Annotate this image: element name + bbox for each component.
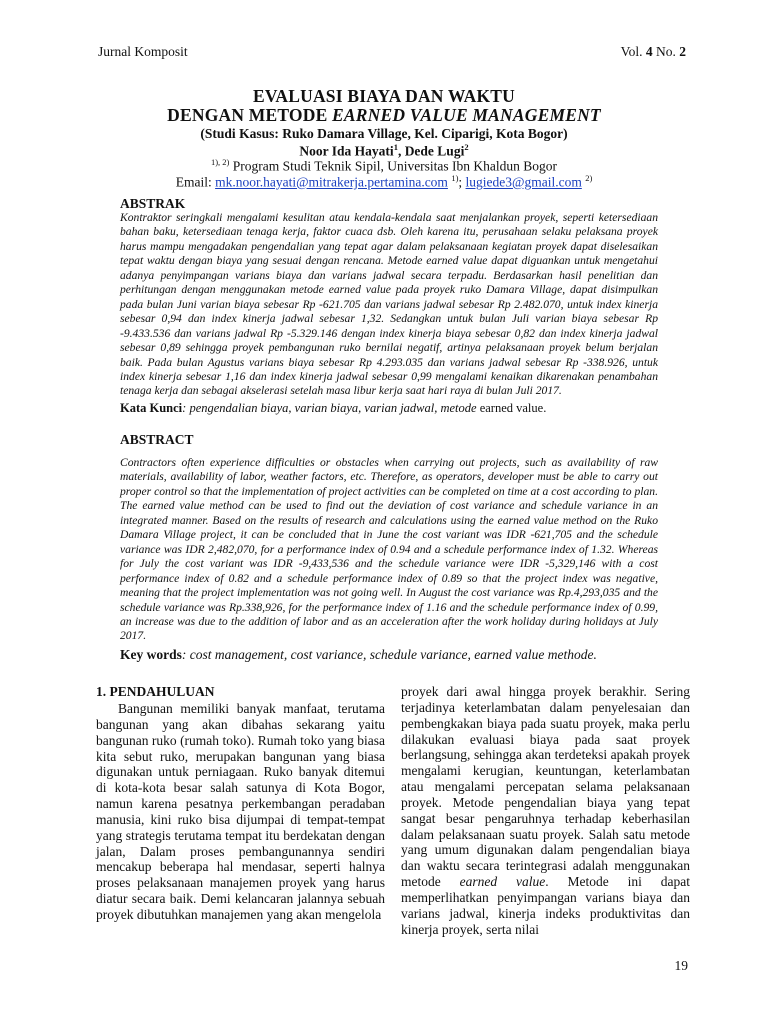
kata-kunci-label: Kata Kunci — [120, 400, 183, 415]
author-2: Dede Lugi — [404, 143, 465, 159]
author-1-mark: 1 — [393, 142, 398, 152]
email-label: Email: — [175, 174, 216, 190]
volume-label: Vol. — [620, 44, 646, 59]
section-heading-pendahuluan: 1. PENDAHULUAN — [96, 684, 215, 699]
paper-subtitle: (Studi Kasus: Ruko Damara Village, Kel. Ciparigi, Kota Bogor) — [200, 126, 568, 141]
key-words-terms: : cost management, cost variance, schedule variance, earned value methode. — [181, 646, 597, 662]
issue-number: 2 — [679, 44, 686, 59]
author-2-mark: 2 — [464, 142, 469, 152]
email-1-mark: 1) — [451, 173, 459, 183]
paper-title-line2 — [0, 105, 768, 126]
volume-number: 4 — [645, 44, 653, 59]
email-separator: ; — [458, 174, 466, 190]
body-column-right — [401, 684, 690, 938]
email-link-1[interactable]: mk.noor.hayati@mitrakerja.pertamina.com — [215, 174, 448, 190]
key-words-label: Key words — [120, 646, 182, 662]
affiliation-text: Program Studi Teknik Sipil, Universitas Ibn Khaldun Bogor — [229, 158, 558, 174]
affiliation — [0, 157, 768, 175]
body-paragraph-right — [401, 684, 690, 938]
kata-kunci-tail: earned value. — [476, 400, 547, 415]
title-prefix: DENGAN METODE — [167, 105, 333, 125]
abstrak-heading: ABSTRAK — [120, 196, 186, 211]
abstrak-text: Kontraktor seringkali mengalami kesulitan atau kendala-kendala saat menjalankan proyek, seperti ketersediaan bahan baku, ketersediaan tenaga kerja, faktor cuaca dsb. Oleh karena itu, perusahaan selaku pelaksana proyek harus mampu mengadakan pengendalian yang tepat agar dalam pelaksanaan kegiatan proyek dapat diselesaikan tepat waktu dengan biaya yang sesuai dengan rencana. Metode earned value dapat diguankan untuk mengetahui adanya penyimpangan varians biaya dan varians jadwal secara terpadu. Berdasarkan hasil penelitian dan perhitungan dengan menggunakan metode earned value pada proyek ruko Damara Village, dapat disimpulkan pada bulan Juni varian biaya sebesar Rp -621.705 dan varians jadwal sebesar Rp 2.482.070, untuk index kinerja sebesar 0,94 dan index kinerja jadwal sebesar 1,32. Sedangkan untuk bulan Juli varian biaya sebesar Rp -9.433.536 dan varians jadwal Rp -5.329.146 dengan index kinerja biaya sebesar 0,82 dan index kinerja jadwal sebesar 0,89 sehingga proyek pembangunan ruko bernilai negatif, artinya pelaksanaan proyek belum berjalan baik. Pada bulan Agustus varians biaya sebesar Rp 4.293.035 dan varians jadwal sebesar Rp -338.926, untuk index kinerja sebesar 1,16 dan index kinerja jadwal sebesar 0,99 mengalami kenaikan dikarenakan penambahan tenaga kerja dan sebagai akselerasi setelah masa libur kerja saat hari raya di bulan Juli 2017. — [120, 211, 658, 398]
page-number: 19 — [674, 958, 688, 973]
key-words — [120, 647, 658, 663]
email-link-2[interactable]: lugiede3@gmail.com — [465, 174, 582, 190]
body-right-italic: earned value — [459, 874, 546, 890]
running-header-journal: Jurnal Komposit — [98, 44, 188, 59]
author-separator: , — [397, 143, 405, 159]
affiliation-mark: 1), 2) — [210, 157, 230, 167]
body-right-part2: . Metode ini dapat memperlihatkan penyimpangan varians biaya dan varians jadwal, kinerja indeks produktivitas dan kinerja proyek, serta nilai — [401, 874, 690, 937]
email-line — [0, 173, 768, 191]
title-italic: EARNED VALUE MANAGEMENT — [332, 105, 601, 125]
body-column-left — [96, 701, 385, 923]
email-2-mark: 2) — [585, 173, 593, 183]
abstrak-block — [120, 211, 658, 416]
abstract-heading: ABSTRACT — [120, 432, 194, 447]
running-header-volume — [621, 44, 686, 60]
paper-title-line1: EVALUASI BIAYA DAN WAKTU — [252, 86, 516, 106]
abstract-text: Contractors often experience difficulties or obstacles when carrying out projects, such as availability of raw materials, availability of labor, weather factors, etc. Therefore, as operators, developer must be able to carry out proper control so that the implementation of project activities can be completed on time at a cost according to plan. The earned value method can be used to find out the deviation of cost variance and schedule variance in an integrated manner. Based on the results of research and calculations using the earned value method on the Ruko Damara Village project, it can be concluded that in June the cost variant was IDR -621,705 and the schedule variance was IDR 2,482,070, for a performance index of 0.94 and a schedule performance index of 1.32. Whereas for July the cost variant was IDR -9,433,536 and the schedule variance were IDR -5,329,146 with a cost performance index of 0.82 and a schedule performance index of 0.89 so that the project index was negative, meaning that the project implementation was not going well. In August the cost variance was Rp.4,293,035 and the schedule variance was Rp.338,926, for the performance index of 1.16 and the schedule performance index of 0.99, an increase was due to the addition of labor and as an acceleration after the work holiday during holidays at July 2017. — [120, 456, 658, 643]
abstract-block — [120, 456, 658, 663]
body-paragraph-left: Bangunan memiliki banyak manfaat, terutama bangunan yang akan dibahas sekarang yaitu bangunan ruko (rumah toko). Rumah toko yang biasa kita sebut ruko, merupakan bangunan yang biasa digunakan untuk perniagaan. Ruko banyak ditemui di kota-kota besar salah satunya di Kota Bogor, namun karena pesatnya perkembangan peradaban manusia, kini ruko bisa dijumpai di tempat-tempat yang strategis terutama tempat itu berdekatan dengan jalan, Dalam proses pembangunannya sendiri mencakup beberapa hal mendasar, seperti halnya proses pelaksanaan manajemen proyek yang harus diatur secara baik. Demi kelancaran jalannya sebuah proyek dibutuhkan manajemen yang akan mengelola — [96, 701, 385, 922]
body-right-part1: proyek dari awal hingga proyek berakhir. Sering terjadinya keterlambatan dalam penyelesaian dan pembengkakan biaya pada suatu proyek, maka perlu dilakukan evaluasi biaya pada saat proyek berlangsung, sehingga akan terdeteksi apakah proyek mengalami kerugian, keuntungan, keterlambatan atau mengalami percepatan selama pelaksanaan proyek. Metode pengendalian biaya yang tepat sangat besar pengaruhnya terhadap keberhasilan dalam pelaksanaan suatu proyek. Salah satu metode yang umum digunakan dalam pengendalian biaya dan waktu secara terintegrasi adalah menggunakan metode — [401, 684, 690, 890]
author-1: Noor Ida Hayati — [299, 143, 394, 159]
kata-kunci — [120, 401, 658, 416]
kata-kunci-terms: : pengendalian biaya, varian biaya, varian jadwal, metode — [182, 400, 477, 415]
issue-label: No. — [652, 44, 680, 59]
